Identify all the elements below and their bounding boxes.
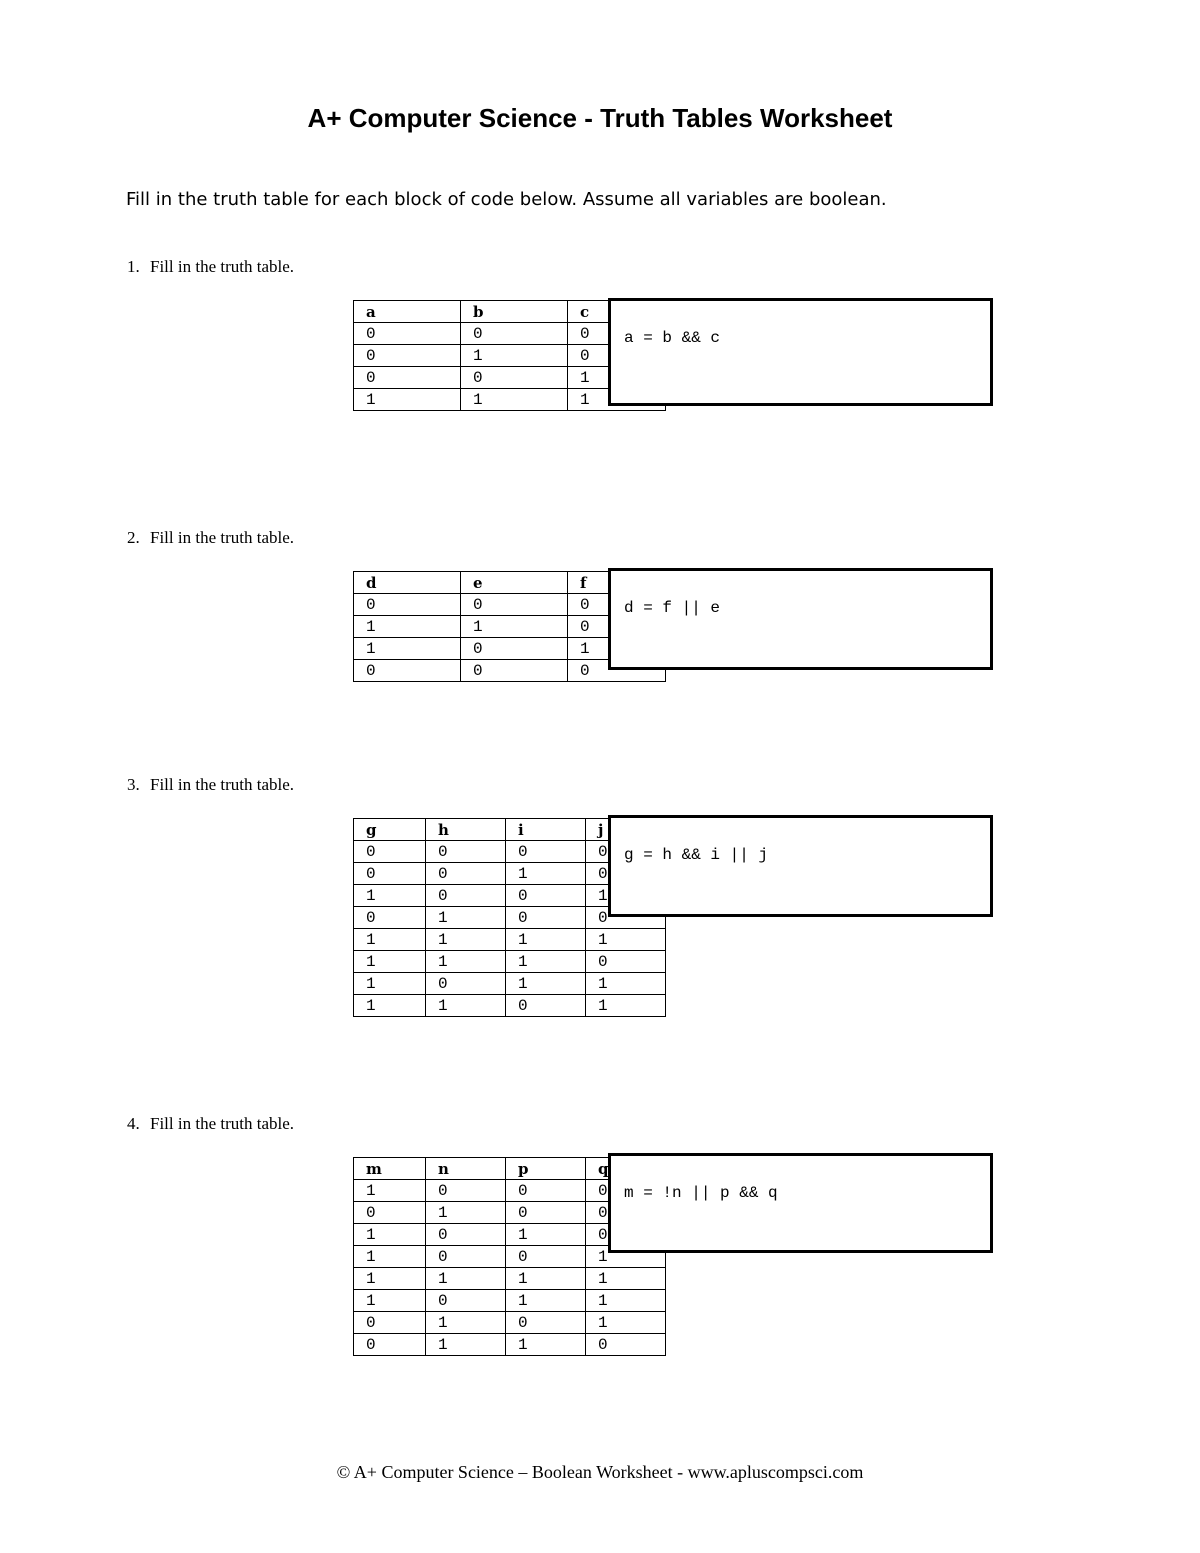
table-row bbox=[354, 995, 666, 1017]
table-cell: 0 bbox=[354, 345, 461, 367]
question-1-number: 1. bbox=[127, 257, 140, 276]
table-cell: 1 bbox=[568, 367, 666, 389]
header-cell: m bbox=[354, 1158, 426, 1180]
table-row bbox=[354, 929, 666, 951]
table-cell: 1 bbox=[354, 1290, 426, 1312]
table-row bbox=[354, 951, 666, 973]
question-1-text: Fill in the truth table. bbox=[150, 257, 295, 276]
table-row bbox=[354, 1312, 666, 1334]
header-cell: i bbox=[506, 819, 586, 841]
table-cell: 0 bbox=[586, 1180, 666, 1202]
question-3-label bbox=[127, 774, 294, 796]
header-cell: q bbox=[586, 1158, 666, 1180]
table-cell: 1 bbox=[426, 1312, 506, 1334]
table-cell: 0 bbox=[426, 1224, 506, 1246]
table-row bbox=[354, 1268, 666, 1290]
table-cell: 0 bbox=[506, 1202, 586, 1224]
header-cell: n bbox=[426, 1158, 506, 1180]
question-3-text: Fill in the truth table. bbox=[150, 775, 295, 794]
table-cell: 1 bbox=[354, 638, 461, 660]
table-cell: 0 bbox=[506, 841, 586, 863]
table-cell: 0 bbox=[506, 907, 586, 929]
table-cell: 1 bbox=[354, 929, 426, 951]
table-cell: 0 bbox=[354, 1202, 426, 1224]
table-cell: 0 bbox=[354, 841, 426, 863]
table-cell: 1 bbox=[354, 1224, 426, 1246]
table-cell: 0 bbox=[506, 1312, 586, 1334]
header-cell: c bbox=[568, 301, 666, 323]
table-cell: 0 bbox=[506, 995, 586, 1017]
table-cell: 0 bbox=[586, 1224, 666, 1246]
table-cell: 1 bbox=[354, 995, 426, 1017]
table-cell: 0 bbox=[426, 1290, 506, 1312]
table-cell: 0 bbox=[354, 1334, 426, 1356]
table-cell: 1 bbox=[354, 1246, 426, 1268]
question-2-number: 2. bbox=[127, 528, 140, 547]
table-cell: 1 bbox=[354, 616, 461, 638]
table-cell: 1 bbox=[586, 1312, 666, 1334]
question-4-text: Fill in the truth table. bbox=[150, 1114, 295, 1133]
table-cell: 0 bbox=[426, 1180, 506, 1202]
table-cell: 1 bbox=[506, 951, 586, 973]
page-footer: © A+ Computer Science – Boolean Worksheet - www.apluscompsci.com bbox=[336, 1462, 864, 1482]
table-cell: 0 bbox=[586, 951, 666, 973]
table-cell: 0 bbox=[354, 594, 461, 616]
table-cell: 1 bbox=[426, 1334, 506, 1356]
code-box-4: m = !n || p && q bbox=[608, 1153, 993, 1253]
question-3-number: 3. bbox=[127, 775, 140, 794]
header-cell: d bbox=[354, 572, 461, 594]
table-cell: 0 bbox=[461, 323, 568, 345]
table-cell: 0 bbox=[586, 1334, 666, 1356]
table-row bbox=[354, 973, 666, 995]
table-cell: 1 bbox=[586, 1290, 666, 1312]
table-cell: 0 bbox=[568, 660, 666, 682]
table-cell: 0 bbox=[354, 367, 461, 389]
table-cell: 0 bbox=[461, 594, 568, 616]
header-cell: p bbox=[506, 1158, 586, 1180]
table-cell: 0 bbox=[568, 345, 666, 367]
table-cell: 0 bbox=[568, 323, 666, 345]
table-cell: 1 bbox=[426, 1268, 506, 1290]
table-cell: 1 bbox=[586, 1246, 666, 1268]
table-cell: 1 bbox=[426, 1202, 506, 1224]
header-cell: b bbox=[461, 301, 568, 323]
header-cell: h bbox=[426, 819, 506, 841]
question-4-number: 4. bbox=[127, 1114, 140, 1133]
table-cell: 1 bbox=[568, 389, 666, 411]
header-cell: j bbox=[586, 819, 666, 841]
table-cell: 1 bbox=[506, 1224, 586, 1246]
table-cell: 0 bbox=[506, 1180, 586, 1202]
table-cell: 0 bbox=[426, 885, 506, 907]
header-cell: g bbox=[354, 819, 426, 841]
table-cell: 0 bbox=[568, 594, 666, 616]
table-cell: 0 bbox=[354, 863, 426, 885]
code-box-2: d = f || e bbox=[608, 568, 993, 670]
table-cell: 1 bbox=[506, 1290, 586, 1312]
table-cell: 1 bbox=[461, 345, 568, 367]
table-cell: 0 bbox=[354, 323, 461, 345]
page-title: A+ Computer Science - Truth Tables Worksheet bbox=[307, 103, 893, 133]
code-box-1: a = b && c bbox=[608, 298, 993, 406]
table-cell: 0 bbox=[586, 907, 666, 929]
table-cell: 1 bbox=[354, 1268, 426, 1290]
question-1-label bbox=[127, 256, 294, 278]
header-cell: f bbox=[568, 572, 666, 594]
table-cell: 1 bbox=[586, 1268, 666, 1290]
table-cell: 1 bbox=[506, 929, 586, 951]
table-cell: 0 bbox=[426, 863, 506, 885]
table-cell: 0 bbox=[586, 841, 666, 863]
question-4-label bbox=[127, 1113, 294, 1135]
table-cell: 0 bbox=[354, 907, 426, 929]
table-cell: 1 bbox=[354, 885, 426, 907]
table-cell: 1 bbox=[586, 929, 666, 951]
table-cell: 0 bbox=[461, 367, 568, 389]
table-row bbox=[354, 1334, 666, 1356]
table-cell: 1 bbox=[586, 973, 666, 995]
table-cell: 0 bbox=[354, 1312, 426, 1334]
table-cell: 0 bbox=[426, 973, 506, 995]
table-cell: 1 bbox=[426, 929, 506, 951]
table-cell: 1 bbox=[426, 995, 506, 1017]
table-row bbox=[354, 1290, 666, 1312]
table-cell: 1 bbox=[506, 863, 586, 885]
table-cell: 0 bbox=[354, 660, 461, 682]
table-cell: 1 bbox=[506, 1334, 586, 1356]
header-cell: a bbox=[354, 301, 461, 323]
table-cell: 0 bbox=[461, 660, 568, 682]
table-cell: 0 bbox=[586, 863, 666, 885]
table-cell: 0 bbox=[568, 616, 666, 638]
table-cell: 0 bbox=[426, 841, 506, 863]
header-cell: e bbox=[461, 572, 568, 594]
code-box-3: g = h && i || j bbox=[608, 815, 993, 917]
question-2-label bbox=[127, 527, 294, 549]
table-cell: 1 bbox=[426, 907, 506, 929]
table-cell: 0 bbox=[586, 1202, 666, 1224]
table-cell: 0 bbox=[426, 1246, 506, 1268]
table-cell: 0 bbox=[461, 638, 568, 660]
table-cell: 1 bbox=[568, 638, 666, 660]
table-cell: 1 bbox=[354, 389, 461, 411]
table-cell: 1 bbox=[354, 1180, 426, 1202]
table-cell: 1 bbox=[506, 1268, 586, 1290]
table-cell: 1 bbox=[586, 995, 666, 1017]
table-cell: 1 bbox=[586, 885, 666, 907]
table-cell: 1 bbox=[506, 973, 586, 995]
table-cell: 1 bbox=[354, 951, 426, 973]
table-cell: 0 bbox=[506, 1246, 586, 1268]
table-cell: 1 bbox=[426, 951, 506, 973]
table-cell: 0 bbox=[506, 885, 586, 907]
table-cell: 1 bbox=[461, 616, 568, 638]
table-cell: 1 bbox=[354, 973, 426, 995]
table-cell: 1 bbox=[461, 389, 568, 411]
question-2-text: Fill in the truth table. bbox=[150, 528, 295, 547]
instructions: Fill in the truth table for each block of code below. Assume all variables are boolean. bbox=[126, 189, 887, 210]
